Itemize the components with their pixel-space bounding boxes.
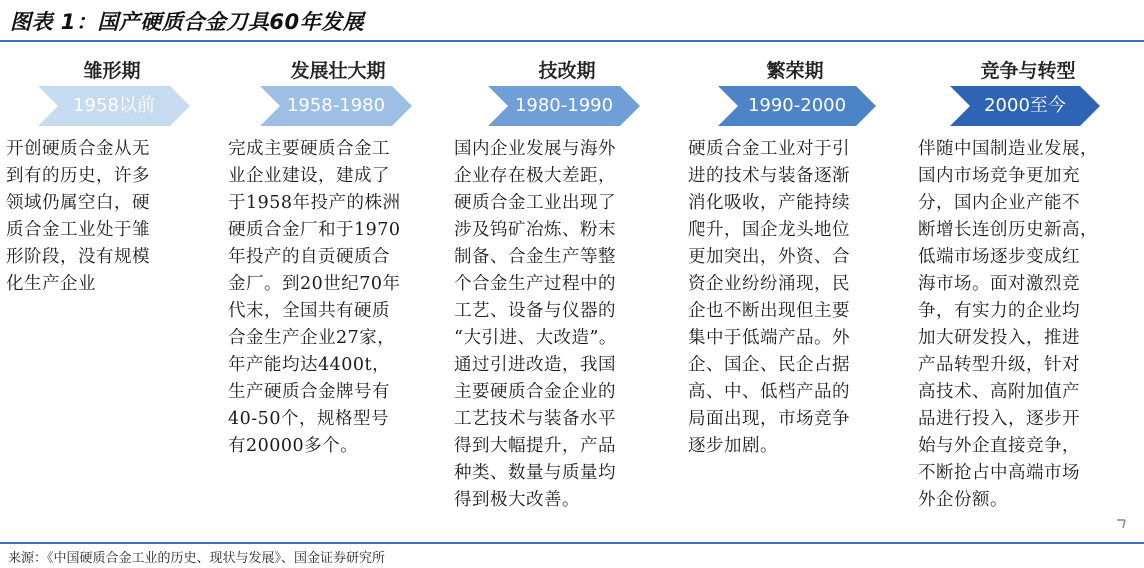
stage-name-1: 雏形期 [83, 60, 141, 82]
stage-column-2 [228, 42, 458, 542]
stage-column-4 [688, 42, 918, 542]
stage-description-2: 完成主要硬质合金工 业企业建设，建成了 于1958年投产的株洲 硬质合金厂和于1970 年投产的自贡硬质合 金厂。到20世纪70年 代末，全国共有硬质 合金生产企业27家， 年产能均达4400t， 生产硬质合金牌号有 40-50个，规格型号 有20000多个。 [228, 139, 401, 456]
period-arrow-4 [718, 86, 876, 126]
stage-column-1 [6, 42, 236, 542]
stage-name-2: 发展壮大期 [290, 60, 386, 82]
period-arrow-5 [950, 86, 1100, 126]
period-label-5: 2000至今 [984, 95, 1066, 116]
stage-column-3 [454, 42, 684, 542]
stage-column-5 [918, 42, 1144, 542]
period-label-2: 1958-1980 [286, 95, 386, 116]
stage-name-4: 繁荣期 [766, 60, 824, 82]
stage-description-5: 伴随中国制造业发展， 国内市场竞争更加充 分，国内企业产能不 断增长连创历史新高， 低端市场逐步变成红 海市场。面对激烈竞 争，有实力的企业均 加大研发投入，推进 产品转型升级，针对 高技术、高附加值产 品进行投入，逐步开 始与外企直接竞争， 不断抢占中高端市场 外企份额。 [918, 139, 1098, 510]
period-label-3: 1980-1990 [514, 95, 614, 116]
timeline-frame [0, 42, 1144, 542]
period-arrow-2 [260, 86, 412, 126]
corner-mark-icon [1114, 516, 1130, 532]
stage-description-3: 国内企业发展与海外 企业存在极大差距， 硬质合金工业出现了 涉及钨矿冶炼、粉末 制备、合金生产等整 个合金生产过程中的 工艺、设备与仪器的 “大引进、大改造”。 通过引进改造，我国 主要硬质合金企业的 工艺技术与装备水平 得到大幅提升，产品 种类、数量与质量均 得到极大改善。 [454, 139, 617, 510]
source-note: 来源：《中国硬质合金工业的历史、现状与发展》、国金证券研究所 [8, 551, 386, 566]
period-arrow-3 [488, 86, 640, 126]
period-arrow-1 [38, 86, 190, 126]
period-label-4: 1990-2000 [747, 95, 847, 116]
stage-name-5: 竞争与转型 [980, 60, 1076, 82]
period-label-1: 1958以前 [73, 95, 155, 116]
figure-title: 图表 1：国产硬质合金刀具60年发展 [10, 10, 365, 34]
source-bar [0, 542, 1144, 568]
stage-description-1: 开创硬质合金从无 到有的历史，许多 领域仍属空白，硬 质合金工业处于雏 形阶段，没有规模 化生产企业 [6, 139, 150, 294]
title-bar [0, 0, 1144, 42]
stage-name-3: 技改期 [538, 60, 596, 82]
stage-description-4: 硬质合金工业对于引 进的技术与装备逐渐 消化吸收，产能持续 爬升，国企龙头地位 更加突出，外资、合 资企业纷纷涌现，民 企也不断出现但主要 集中于低端产品。外 企、国企、民企占据 高、中、低档产品的 局面出现，市场竞争 逐步加剧。 [688, 139, 850, 456]
